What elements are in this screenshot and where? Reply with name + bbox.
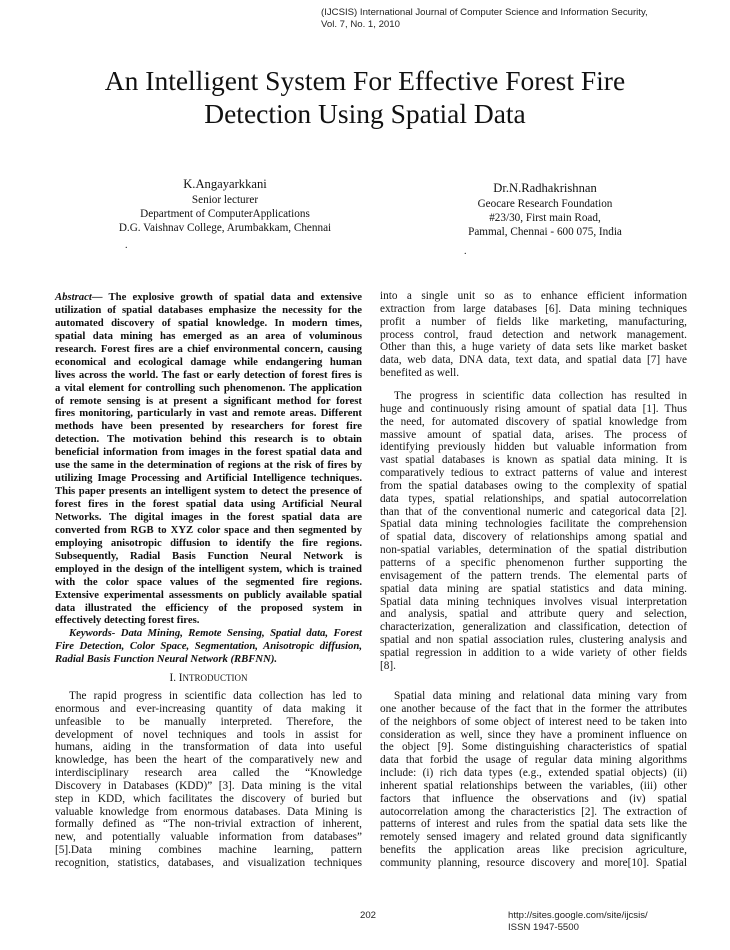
body-line: [8]. [380, 659, 396, 672]
body-line: interdisciplinary research area called the “Knowledge [55, 767, 362, 780]
abstract-line: Networks. The digital images in the forest spatial data are [55, 510, 362, 523]
body-line: spatial and non spatial association rules, clustering analysis and [380, 634, 687, 647]
body-line: patterns of interest and rules from the spatial data sets like the [380, 818, 687, 831]
author-affiliation: Senior lecturer [191, 194, 259, 206]
body-line: unfeasible to be manually interpreted. Therefore, the [55, 715, 362, 728]
body-line: Spatial data mining and relational data mining vary from [394, 690, 687, 702]
journal-footer [508, 910, 648, 934]
keywords-line: Radial Basis Function Neural Network (RBFNN). [55, 652, 278, 665]
stray-dot: . [125, 240, 128, 251]
right-paragraph-3 [380, 690, 687, 870]
body-line: enormous and ever-increasing quantity of data making it [55, 702, 362, 715]
abstract-line: use the same in the determination of regions at the risk of fires by [55, 459, 362, 472]
keywords-line: Keywords- Data Mining, Remote Sensing, Spatial data, Forest [69, 627, 362, 639]
body-line: benefited as well. [380, 367, 460, 380]
keywords [55, 627, 362, 666]
keywords-line: Fire Detection, Color Space, Segmentation, Anisotropic diffusion, [55, 639, 362, 652]
abstract-line: automated discovery of spatial knowledge. In modern times, [55, 316, 362, 329]
body-line: new, and potentially valuable information from databases” [55, 831, 362, 844]
body-line: humans, aiding in the transformation of data into useful [55, 741, 362, 754]
body-line: from the spatial databases owing to the complexity of spatial [380, 479, 687, 492]
body-line: of spatial data, discovery of relationships among spatial and [380, 531, 687, 544]
intro-paragraph [55, 690, 362, 870]
right-paragraph-1 [380, 290, 687, 380]
body-line: vast spatial databases is known as spatial data mining. It is [380, 454, 687, 467]
body-line: benefits the application areas like precision agriculture, [380, 844, 687, 857]
body-line: development of novel techniques and tools in assist for [55, 728, 362, 741]
abstract-line: utilizing Image Processing and Artificial Intelligence techniques. [55, 472, 362, 485]
page-number: 202 [360, 910, 377, 921]
body-line: Other than this, a huge variety of data sets like market basket [380, 341, 687, 354]
abstract-line: a vital element for controlling such phenomenon. The application [55, 381, 362, 394]
body-line: the need, for automated discovery of spatial knowledge from [380, 415, 687, 428]
body-line: remotely sensed imagery and related ground data significantly [380, 831, 687, 844]
body-line: of the neighbors of some object of interest need to be taken into [380, 715, 687, 728]
body-line: identifying previously hidden but valuable information from [380, 441, 687, 454]
author-affiliation: #23/30, First main Road, [489, 212, 601, 224]
body-line: formally defined as “The non-trivial extraction of inherent, [55, 818, 362, 831]
body-line: [5].Data mining combines machine learning, pattern [55, 844, 362, 857]
body-line: data that forbid the usage of regular data mining algorithms [380, 754, 687, 767]
abstract-line: beneficial information from images in the forest spatial data and [55, 446, 362, 459]
body-line: valuable knowledge from enormous databases. Data Mining is [55, 805, 362, 818]
abstract-line: employing anisotropic diffusion to identify the fire regions. [55, 536, 362, 549]
body-line: recognition, statistics, databases, and visualization techniques [55, 856, 362, 869]
body-line: autocorrelation among the characteristics [2]. The extraction of [380, 805, 687, 818]
body-line: profit a number of fields like marketing, manufacturing, [380, 315, 687, 328]
abstract-line: of remote sensing is at present a significant method for forest [55, 394, 362, 407]
body-line: The rapid progress in scientific data collection has led to [69, 690, 362, 702]
body-line: inherent spatial relationships between the variables, (iii) other [380, 779, 687, 792]
body-line: consideration as well, since they have a prominent influence on [380, 728, 687, 741]
abstract-line: This paper presents an intelligent system to detect the presence of [55, 485, 362, 498]
body-line: characterization, generalization and classification, detection of [380, 621, 687, 634]
body-line: envisagement of the pattern trends. The elemental parts of [380, 569, 687, 582]
journal-name: (IJCSIS) International Journal of Computer Science and Information Security, [321, 7, 648, 18]
abstract-line: methods have been presented by researchers for forest fire [55, 420, 362, 433]
abstract-line: spatial data mining has emerged as an area of voluminous [55, 329, 362, 342]
journal-volume: Vol. 7, No. 1, 2010 [321, 19, 400, 30]
abstract-label: Abstract— [55, 291, 103, 303]
body-line: factors that influence the observations and (iv) spatial [380, 792, 687, 805]
abstract-line: data illustrated the efficiency of the proposed system in [55, 601, 362, 614]
body-line: massive amount of spatial data, arises. The process of [380, 428, 687, 441]
stray-dot: . [464, 246, 467, 257]
section-heading-introduction: I. INTRODUCTION [169, 672, 248, 684]
abstract-line: with the color space values of the segmented fire regions. [55, 575, 362, 588]
abstract-line: employed in the design of the intelligent system, which is trained [55, 562, 362, 575]
body-line: one another because of the fact that in the former the attributes [380, 702, 687, 715]
author-affiliation: Department of ComputerApplications [140, 208, 310, 220]
abstract-line: detection. The motivation behind this research is to obtain [55, 433, 362, 446]
body-line: into a single unit so as to enhance efficient information [380, 290, 687, 302]
abstract [55, 291, 362, 627]
author-block-2 [380, 180, 710, 239]
body-line: include: (i) rich data types (e.g., extended spatial objects) (ii) [380, 767, 687, 780]
body-line: spatial regression in addition to a wide variety of other fields [380, 646, 687, 659]
body-line: the object [9]. Some distinguishing characteristics of spatial [380, 741, 687, 754]
body-line: community planning, resource discovery and more[10]. Spatial [380, 856, 687, 869]
body-line: huge and continuously rising amount of spatial data [1]. Thus [380, 402, 687, 415]
abstract-line: fires monitoring, particularly in vast and remote areas. Different [55, 407, 362, 420]
abstract-line: converted from RGB to XYZ color space and then segmented by [55, 523, 362, 536]
body-line: Spatial data mining technologies facilitate the comprehension [380, 518, 687, 531]
abstract-line: economical and ecological damage while endangering human [55, 355, 362, 368]
paper-title [0, 64, 730, 130]
abstract-line: forest fires in the forest spatial data using Artificial Neural [55, 498, 362, 510]
author-name: K.Angayarkkani [183, 177, 267, 191]
issn: ISSN 1947-5500 [508, 922, 579, 933]
author-block-1 [60, 176, 390, 235]
journal-header [321, 7, 648, 31]
body-line: Discovery in Databases (KDD)” [3]. Data mining is the vital [55, 779, 362, 792]
abstract-line: Extensive experimental assessments on publicly available spatial [55, 588, 362, 601]
body-line: patterns of a specific phenomenon further supporting the [380, 556, 687, 569]
body-line: The progress in scientific data collection has resulted in [394, 390, 687, 402]
body-line: data types, spatial relationships, and spatial autocorrelation [380, 492, 687, 505]
abstract-line: effectively detecting forest fires. [55, 614, 200, 627]
title-line-2: Detection Using Spatial Data [204, 98, 526, 129]
author-name: Dr.N.Radhakrishnan [493, 181, 597, 195]
body-line: step in KDD, which facilitates the discovery of buried but [55, 792, 362, 805]
title-line-1: An Intelligent System For Effective Forest Fire [104, 65, 626, 96]
author-affiliation: D.G. Vaishnav College, Arumbakkam, Chennai [118, 222, 332, 234]
body-line: comparatively tedious to extract patterns of value and interest [380, 467, 687, 480]
abstract-line: utilization of spatial databases emphasize the necessity for the [55, 303, 362, 316]
author-affiliation: Geocare Research Foundation [477, 198, 613, 210]
abstract-line: Abstract— The explosive growth of spatial data and extensive [55, 291, 362, 303]
journal-url[interactable]: http://sites.google.com/site/ijcsis/ [508, 910, 648, 921]
abstract-line: lives across the world. The fast or early detection of forest fires is [55, 368, 362, 381]
body-line: spatial data mining are spatial statistics and data mining. [380, 582, 687, 595]
body-line: and analysis, spatial and attribute query and selection, [380, 608, 687, 621]
abstract-line: research. Forest fires are a chief environmental concern, causing [55, 342, 362, 355]
right-paragraph-2 [380, 390, 687, 673]
abstract-line: Subsequently, Radial Basis Function Neural Network is [55, 549, 362, 562]
body-line: extraction from large databases [6]. Data mining techniques [380, 302, 687, 315]
author-affiliation: Pammal, Chennai - 600 075, India [468, 226, 622, 238]
body-line: process control, fraud detection and network management. [380, 328, 687, 341]
body-line: non-spatial variables, determination of the spatial distribution [380, 544, 687, 557]
body-line: knowledge, has been the heart of the comparatively new and [55, 754, 362, 767]
body-line: Spatial data mining techniques involves visual interpretation [380, 595, 687, 608]
body-line: data, web data, DNA data, text data, and spatial data [7] have [380, 354, 687, 367]
body-line: than that of the conventional numeric and categorical data [2]. [380, 505, 687, 518]
